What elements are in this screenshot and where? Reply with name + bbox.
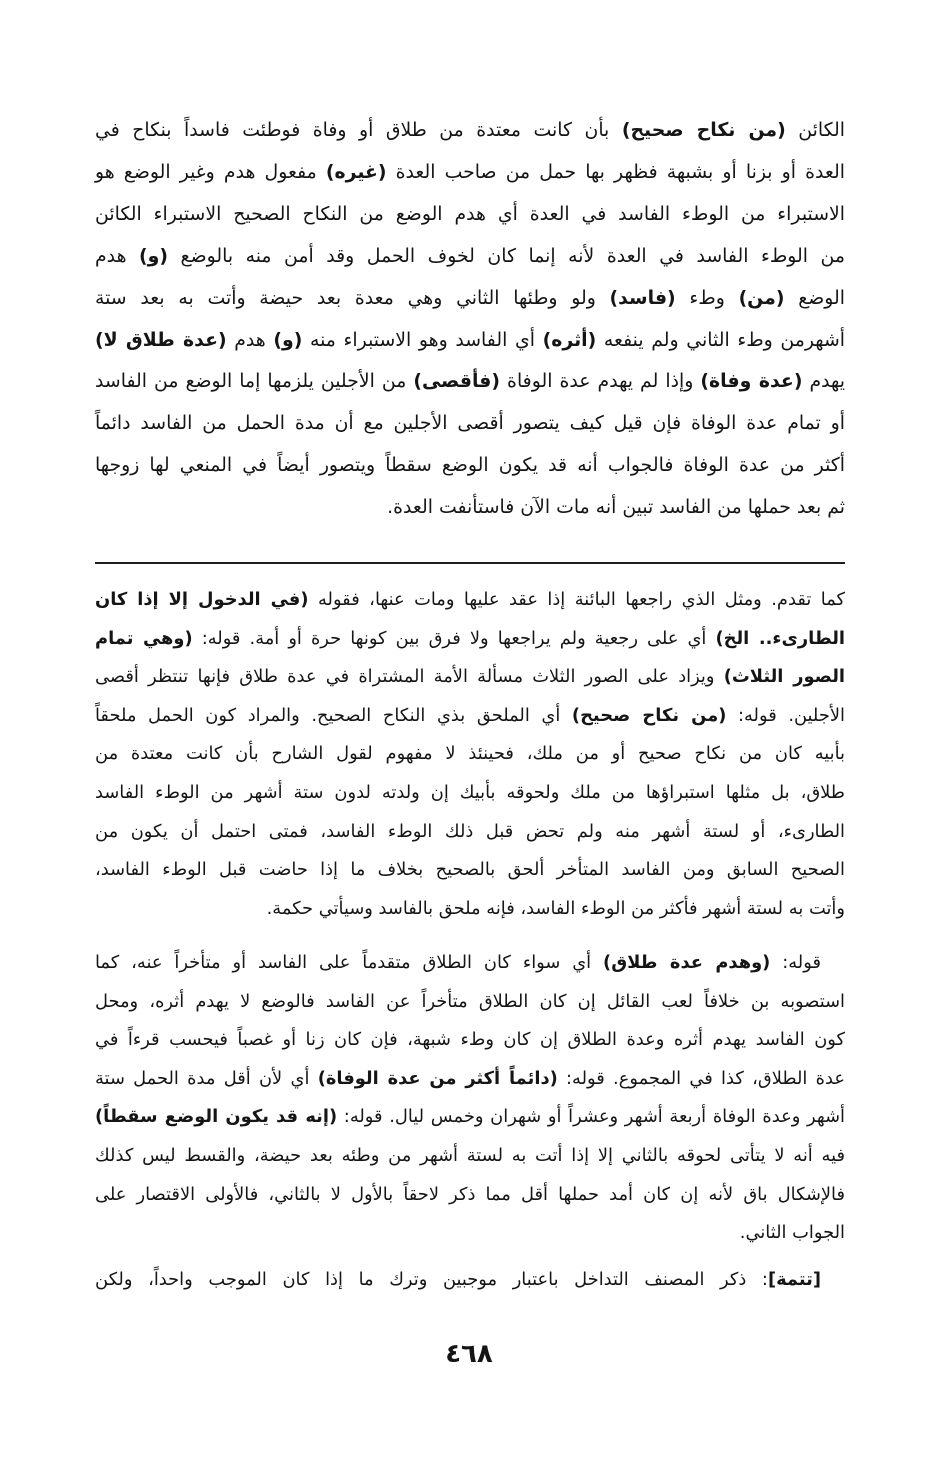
bold-term: (فاسد) bbox=[609, 286, 676, 309]
bold-term: (إنه قد يكون الوضع سقطاً) bbox=[95, 1106, 338, 1128]
footnote-line: كون الفاسد يهدم أثره وعدة الطلاق إن كان وطء شبهة، فإن كان زنا أو غصباً فيحسب قرءاً في bbox=[95, 1029, 845, 1051]
main-text-line: الوضع (من) وطء (فاسد) ولو وطئها الثاني وهي معدة بعد حيضة وأتت به بعد ستة bbox=[95, 286, 845, 309]
page-number: ٤٦٨ bbox=[445, 1339, 493, 1369]
footnote-line: كما تقدم. ومثل الذي راجعها البائنة إذا عقد عليها ومات عنها، فقوله (في الدخول إلا إذا كان bbox=[95, 589, 845, 610]
footnote-paragraph bbox=[95, 944, 845, 1253]
bold-term: (فأقصى) bbox=[413, 370, 501, 393]
footnote-line: بأبيه كان من نكاح صحيح أو من ملك، فحينئذ لا مفهوم لقول الشارح بأن كانت معتدة من bbox=[95, 743, 845, 765]
footnote-line: الجواب الثاني. bbox=[739, 1222, 845, 1244]
bold-term: الطارىء.. الخ) bbox=[715, 627, 846, 649]
footnote-line: الصحيح السابق ومن الفاسد المتأخر ألحق بالصحيح بخلاف ما إذا حاضت قبل الوطء الفاسد، bbox=[95, 859, 845, 881]
main-text-line: العدة أو بزنا أو بشبهة فظهر بها حمل من صاحب العدة (غيره) مفعول هدم وغير الوضع هو bbox=[95, 160, 845, 183]
main-text-line: أكثر من عدة الوفاة فالجواب أنه قد يكون الوضع سقطاً ويتصور أيضاً في المنعي لها زوجها bbox=[95, 454, 845, 477]
bold-term: (من نكاح صحيح) bbox=[621, 119, 786, 141]
footnote-line: فيه أنه لا يتأتى لحوقه بالثاني إلا إذا أتت به لستة أشهر من وطئه بعد حيضة، والقسط ليس كذلك bbox=[95, 1144, 845, 1166]
footnote-line: فالإشكال باق لأنه إن كان أمد حملها أقل مما ذكر لاحقاً بالأول لا بالثاني، فالأولى الاقتصار على bbox=[95, 1183, 845, 1205]
bold-term: الصور الثلاث) bbox=[723, 666, 846, 688]
main-text-line: الاستبراء من الوطء الفاسد في العدة أي هدم الوضع من النكاح الصحيح الاستبراء الكائن bbox=[95, 202, 845, 225]
main-text-line: من الوطء الفاسد في العدة لأنه إنما كان لخوف الحمل وقد أمن منه بالوضع (و) هدم bbox=[95, 244, 845, 267]
bold-term: (من) bbox=[738, 286, 785, 309]
footnote-line: قوله: (وهدم عدة طلاق) أي سواء كان الطلاق متقدماً على الفاسد أو متأخراً عنه، كما bbox=[95, 952, 821, 973]
bold-term: (من نكاح صحيح) bbox=[571, 704, 727, 726]
main-text-line: أو تمام عدة الوفاة فإن قيل كيف يتصور أقصى الأجلين مع أن مدة الحمل من الفاسد دائماً bbox=[95, 412, 845, 435]
bold-term: (غيره) bbox=[325, 160, 387, 183]
footnote-line: الطارىء، أو لستة أشهر منه ولم تحض قبل ذلك الوطء الفاسد، فمتى احتمل أن يكون من bbox=[95, 820, 845, 842]
footnote-line: الأجلين. قوله: (من نكاح صحيح) أي الملحق بذي النكاح الصحيح. والمراد كون الحمل ملحقاً bbox=[95, 704, 845, 726]
main-text-line: الكائن (من نكاح صحيح) بأن كانت معتدة من طلاق أو وفاة فوطئت فاسداً بنكاح في bbox=[95, 119, 845, 141]
main-text bbox=[95, 110, 845, 529]
bold-term: (وهدم عدة طلاق) bbox=[603, 952, 771, 973]
footnote-line: أشهر وعدة الوفاة أربعة أشهر وعشراً أو شهران وخمس ليال. قوله: (إنه قد يكون الوضع سقطاً) bbox=[95, 1106, 845, 1128]
bold-term: (أثره) bbox=[542, 328, 597, 351]
footnote-line: عدة الطلاق، كذا في المجموع. قوله: (دائماً أكثر من عدة الوفاة) أي لأن أقل مدة الحمل ستة bbox=[95, 1067, 845, 1089]
bold-term: (عدة طلاق لا) bbox=[95, 328, 227, 351]
bold-term: [تتمة] bbox=[767, 1269, 821, 1290]
bold-term: (و) bbox=[273, 328, 303, 351]
bold-term: (دائماً أكثر من عدة الوفاة) bbox=[317, 1067, 558, 1089]
footnote-line: وأتت به لستة أشهر فأكثر من الوطء الفاسد، فإنه ملحق بالفاسد وسيأتي حكمة. bbox=[266, 897, 845, 919]
bold-term: (و) bbox=[139, 244, 169, 267]
footnote-paragraph bbox=[95, 1261, 845, 1300]
main-text-line: يهدم (عدة وفاة) وإذا لم يهدم عدة الوفاة (فأقصى) من الأجلين يلزمها إما الوضع من الفاسد bbox=[95, 370, 845, 393]
footnote-line: الصور الثلاث) ويزاد على الصور الثلاث مسألة الأمة المشتراة في عدة طلاق فإنها تنتظر أقصى bbox=[95, 666, 846, 688]
footnote-paragraph bbox=[95, 581, 845, 928]
footnote-line: الطارىء.. الخ) أي على رجعية ولم يراجعها ولا فرق بين كونها حرة أو أمة. قوله: (وهي تمام bbox=[95, 627, 846, 649]
bold-term: (وهي تمام bbox=[95, 627, 193, 649]
main-text-line: ثم بعد حملها من الفاسد تبين أنه مات الآن فاستأنفت العدة. bbox=[387, 496, 845, 519]
footnote-separator bbox=[95, 562, 845, 564]
footnote-line: [تتمة]: ذكر المصنف التداخل باعتبار موجبين وترك ما إذا كان الموجب واحداً، ولكن bbox=[95, 1269, 821, 1290]
bold-term: (عدة وفاة) bbox=[700, 370, 803, 393]
footnote-line: طلاق، بل مثلها استبراؤها من ملك ولحوقه بأبيك إن ولدته لدون ستة أشهر من الوطء الفاسد bbox=[95, 781, 845, 803]
bold-term: (في الدخول إلا إذا كان bbox=[95, 589, 309, 610]
main-text-line: أشهرمن وطء الثاني ولم ينفعه (أثره) أي الفاسد وهو الاستبراء منه (و) هدم (عدة طلاق لا) bbox=[95, 328, 845, 351]
footnote-line: استصوبه بن خلافاً لعب القائل إن كان الطلاق متأخراً عن الفاسد فالوضع لا يهدم أثره، ومحل bbox=[95, 990, 845, 1012]
